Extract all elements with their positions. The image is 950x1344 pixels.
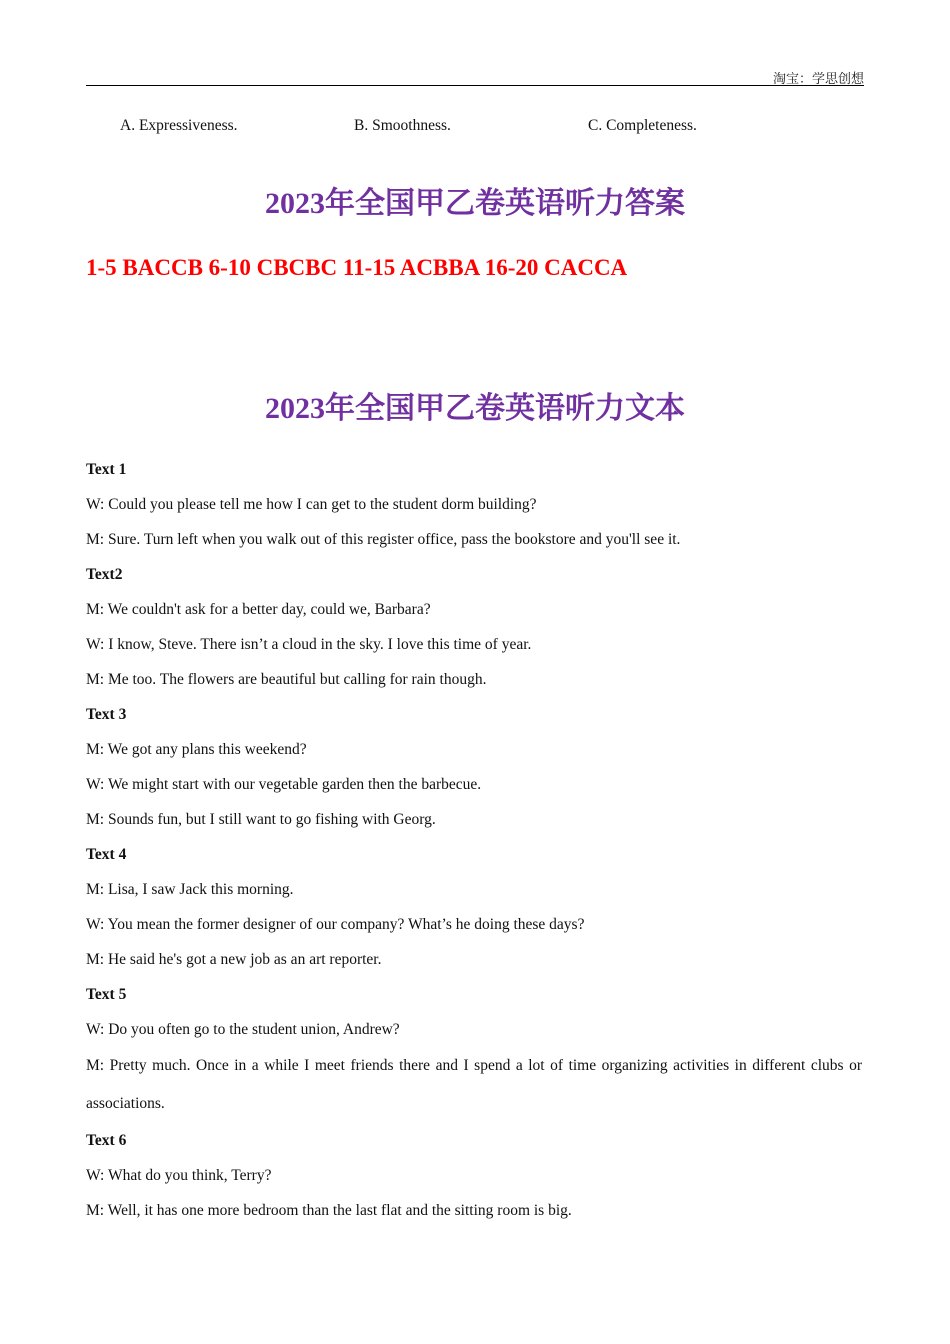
script-heading: 2023年全国甲乙卷英语听力文本	[265, 392, 685, 425]
answers-heading: 2023年全国甲乙卷英语听力答案	[265, 187, 685, 220]
dialogue-line: M: Sure. Turn left when you walk out of this register office, pass the bookstore and you'll see it.	[86, 531, 681, 548]
dialogue-line: W: What do you think, Terry?	[86, 1167, 272, 1184]
dialogue-line: M: Pretty much. Once in a while I meet friends there and I spend a lot of time organizing activities in different clubs or associations.	[86, 1057, 862, 1112]
dialogue-line: M: We got any plans this weekend?	[86, 741, 307, 758]
dialogue-line: W: We might start with our vegetable garden then the barbecue.	[86, 776, 482, 793]
text-label: Text 1	[86, 461, 127, 478]
text-label: Text2	[86, 566, 123, 583]
dialogue-line: W: You mean the former designer of our company? What’s he doing these days?	[86, 916, 585, 933]
option-a: A. Expressiveness.	[120, 117, 238, 134]
dialogue-line: W: Do you often go to the student union, Andrew?	[86, 1021, 400, 1038]
option-b: B. Smoothness.	[354, 117, 451, 134]
header-divider	[86, 85, 864, 86]
answer-key: 1-5 BACCB 6-10 CBCBC 11-15 ACBBA 16-20 CACCA	[86, 255, 628, 280]
dialogue-line: M: He said he's got a new job as an art reporter.	[86, 951, 382, 968]
page-header-text: 淘宝：学思创想	[772, 71, 864, 86]
dialogue-line: M: Me too. The flowers are beautiful but calling for rain though.	[86, 671, 487, 688]
text-label: Text 4	[86, 846, 127, 863]
dialogue-line: M: We couldn't ask for a better day, could we, Barbara?	[86, 601, 431, 618]
text-label: Text 6	[86, 1132, 127, 1149]
text-label: Text 5	[86, 986, 127, 1003]
text-label: Text 3	[86, 706, 127, 723]
dialogue-line: M: Lisa, I saw Jack this morning.	[86, 881, 294, 898]
dialogue-line: W: I know, Steve. There isn’t a cloud in the sky. I love this time of year.	[86, 636, 532, 653]
dialogue-line: M: Sounds fun, but I still want to go fishing with Georg.	[86, 811, 436, 828]
listening-script	[86, 452, 862, 1228]
dialogue-line: M: Well, it has one more bedroom than the last flat and the sitting room is big.	[86, 1202, 572, 1219]
dialogue-line: W: Could you please tell me how I can get to the student dorm building?	[86, 496, 537, 513]
option-c: C. Completeness.	[588, 117, 697, 134]
answer-options	[0, 117, 950, 137]
